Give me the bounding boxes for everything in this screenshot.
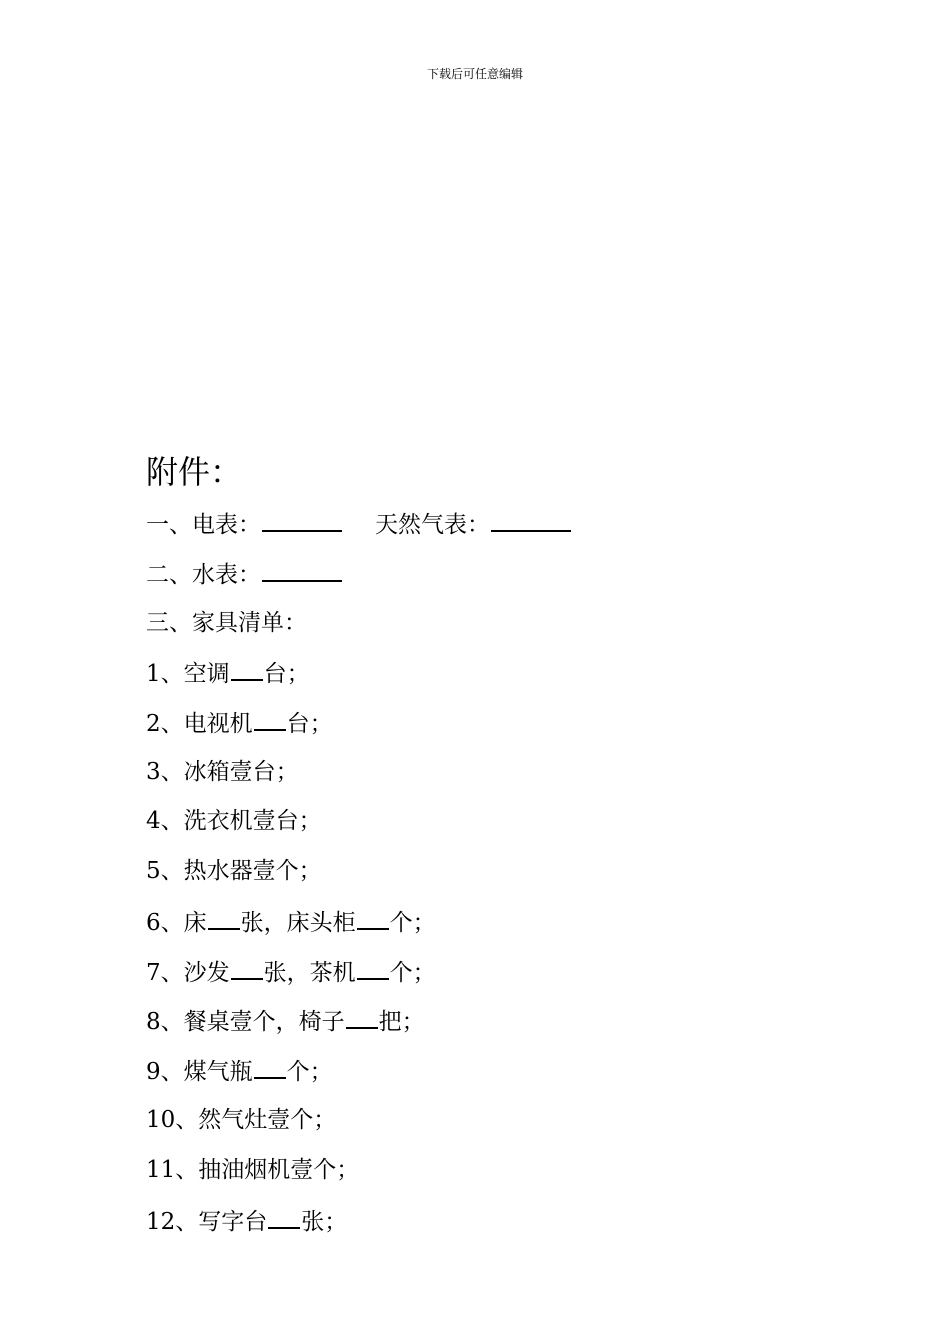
- item-blank: [357, 906, 389, 930]
- item-text: 台；: [263, 661, 310, 687]
- item-text: 11、抽油烟机壹个；: [146, 1157, 360, 1183]
- list-item: [146, 956, 436, 988]
- item-text: 8、餐桌壹个，椅子: [146, 1009, 345, 1035]
- list-item: [146, 1055, 333, 1087]
- page-header: 下载后可任意编辑: [426, 67, 523, 81]
- item-blank: [346, 1005, 378, 1029]
- item-text: 个；: [389, 910, 436, 936]
- list-item: [146, 906, 436, 938]
- item-text: 12、写字台: [146, 1209, 268, 1235]
- item-text: 5、热水器壹个；: [146, 858, 322, 884]
- electric-meter-blank: [262, 508, 342, 532]
- item-text: 4、洗衣机壹台；: [146, 808, 322, 834]
- item-text: 个；: [389, 960, 436, 986]
- list-item: [146, 1155, 359, 1185]
- gas-meter-blank: [491, 508, 571, 532]
- item-blank: [231, 956, 263, 980]
- item-text: 张；: [301, 1209, 348, 1235]
- water-meter-blank: [262, 558, 342, 582]
- gas-meter-label: 天然气表：: [375, 512, 490, 538]
- item-text: 1、空调: [146, 661, 230, 687]
- list-item: [146, 657, 310, 689]
- electric-meter-label: 一、电表：: [146, 512, 261, 538]
- item-text: 张，床头柜: [240, 910, 356, 936]
- page-title: 附件：: [146, 453, 243, 491]
- item-blank: [254, 707, 286, 731]
- item-blank: [357, 956, 389, 980]
- item-text: 张，茶机: [263, 960, 356, 986]
- item-blank: [208, 906, 240, 930]
- list-item: [146, 806, 322, 836]
- list-item: [146, 856, 322, 886]
- item-text: 7、沙发: [146, 960, 230, 986]
- item-blank: [268, 1205, 300, 1229]
- list-item: [146, 1005, 425, 1037]
- furniture-heading: 三、家具清单：: [146, 610, 307, 636]
- item-text: 6、床: [146, 910, 207, 936]
- item-blank: [254, 1055, 286, 1079]
- item-text: 个；: [286, 1059, 333, 1085]
- item-text: 10、然气灶壹个；: [146, 1107, 337, 1133]
- item-blank: [231, 657, 263, 681]
- item-text: 3、冰箱壹台；: [146, 759, 299, 785]
- item-text: 把；: [378, 1009, 425, 1035]
- water-meter-label: 二、水表：: [146, 562, 261, 588]
- item-text: 9、煤气瓶: [146, 1059, 253, 1085]
- list-item: [146, 1205, 347, 1237]
- list-item: [146, 757, 299, 787]
- list-item: [146, 707, 333, 739]
- meter-line-electric-gas: [146, 508, 572, 540]
- item-text: 台；: [286, 711, 333, 737]
- item-text: 2、电视机: [146, 711, 253, 737]
- meter-line-water: [146, 558, 343, 590]
- list-item: [146, 1105, 336, 1135]
